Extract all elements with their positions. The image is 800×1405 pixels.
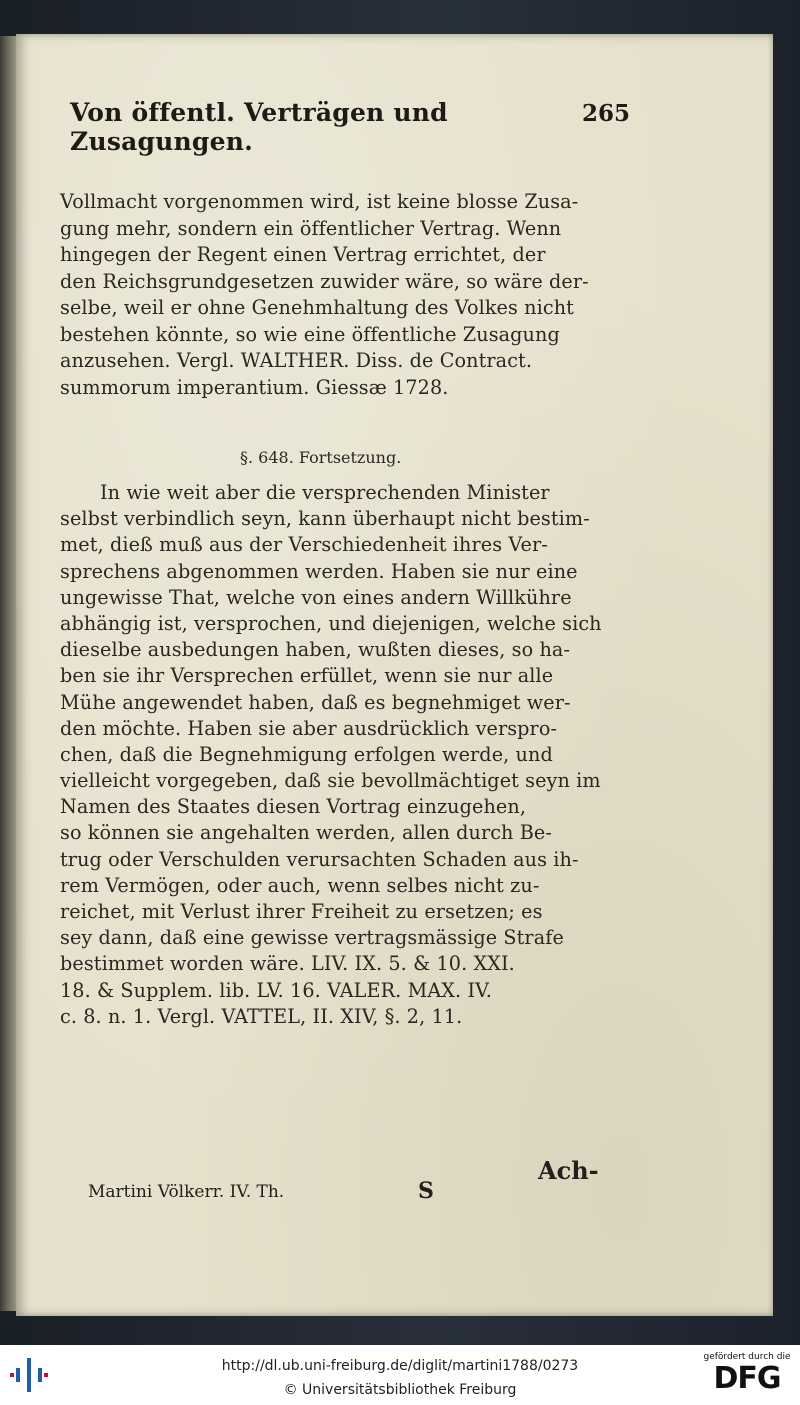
text-line: Namen des Staates diesen Vortrag einzugehen, <box>60 795 527 819</box>
text-line: gung mehr, sondern ein öffentlicher Vertrag. Wenn <box>60 216 562 240</box>
text-line: anzusehen. Vergl. WALTHER. Diss. de Contract. <box>60 349 533 372</box>
copyright-notice: © Universitätsbibliothek Freiburg <box>283 1382 517 1398</box>
permalink-link[interactable]: http://dl.ub.uni-freiburg.de/diglit/martini1788/0273 <box>221 1358 579 1374</box>
text-line: rem Vermögen, oder auch, wenn selbes nicht zu- <box>60 873 540 897</box>
text-line: sprechens abgenommen werden. Haben sie nur eine <box>60 559 578 583</box>
text-line: selbst verbindlich seyn, kann überhaupt nicht bestim- <box>60 507 590 531</box>
text-line: chen, daß die Begnehmigung erfolgen werde, und <box>60 742 553 766</box>
text-line: bestimmet worden wäre. LIV. IX. 5. & 10. XXI. <box>60 952 515 976</box>
text-line: hingegen der Regent einen Vertrag errichtet, der <box>60 243 546 266</box>
text-line: so können sie angehalten werden, allen durch Be- <box>60 821 552 845</box>
text-line: c. 8. n. 1. Vergl. VATTEL, II. XIV, §. 2, 11. <box>60 1004 463 1028</box>
text-line: vielleicht vorgegeben, daß sie bevollmächtiget seyn im <box>60 769 601 793</box>
text-line: sey dann, daß eine gewisse vertragsmässige Strafe <box>60 926 564 950</box>
viewer-footer <box>0 1345 800 1405</box>
text-line: ben sie ihr Versprechen erfüllet, wenn sie nur alle <box>60 664 554 688</box>
text-line: In wie weit aber die versprechenden Minister <box>100 481 550 504</box>
text-line: reichet, mit Verlust ihrer Freiheit zu ersetzen; es <box>60 900 543 923</box>
dfg-logo-icon: DFG <box>713 1361 781 1396</box>
dfg-funding-badge[interactable] <box>702 1352 792 1396</box>
paragraph-continuation <box>60 189 630 401</box>
section-heading: §. 648. Fortsetzung. <box>240 448 402 467</box>
paragraph-section-648 <box>60 480 630 1030</box>
text-line: trug oder Verschulden verursachten Schaden aus ih- <box>60 847 579 871</box>
text-line: Mühe angewendet haben, daß es begnehmiget wer- <box>60 690 571 714</box>
text-line: Vollmacht vorgenommen wird, ist keine blosse Zusa- <box>60 190 579 213</box>
text-line: abhängig ist, versprochen, und diejenigen, welche sich <box>60 611 602 635</box>
text-line: met, dieß muß aus der Verschiedenheit ihres Ver- <box>60 533 548 557</box>
text-line: dieselbe ausbedungen haben, wußten dieses, so ha- <box>60 638 571 662</box>
signature-mark: S <box>418 1178 434 1204</box>
running-header <box>70 98 630 156</box>
text-line: bestehen könnte, so wie eine öffentliche Zusagung <box>60 322 560 346</box>
text-line: den möchte. Haben sie aber ausdrücklich verspro- <box>60 716 558 740</box>
text-line: ungewisse That, welche von eines andern Willkühre <box>60 585 572 609</box>
text-line: selbe, weil er ohne Genehmhaltung des Volkes nicht <box>60 296 574 319</box>
text-line: den Reichsgrundgesetzen zuwider wäre, so wäre der- <box>60 269 589 293</box>
catchword: Ach- <box>538 1156 599 1185</box>
page-number: 265 <box>581 100 630 127</box>
text-line: 18. & Supplem. lib. LV. 16. VALER. MAX. IV. <box>60 978 492 1002</box>
text-line: summorum imperantium. Giessæ 1728. <box>60 375 449 399</box>
sheet-signature: Martini Völkerr. IV. Th. <box>88 1182 285 1202</box>
funding-caption: gefördert durch die <box>703 1352 791 1362</box>
running-title: Von öffentl. Verträgen und Zusagungen. <box>70 98 448 156</box>
